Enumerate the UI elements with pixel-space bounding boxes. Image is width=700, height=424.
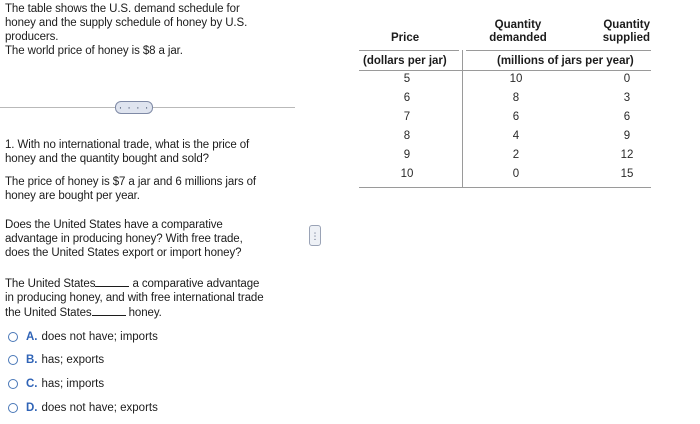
radio-button[interactable] <box>8 355 18 365</box>
answer-1 <box>5 175 295 203</box>
unit-price: (dollars per jar) <box>363 55 447 67</box>
cell-qd: 2 <box>512 149 520 161</box>
header-quantity-supplied <box>590 19 650 45</box>
statement-line <box>5 305 300 320</box>
cell-price: 9 <box>403 149 411 161</box>
cell-qd: 6 <box>512 111 520 123</box>
option-text: has; exports <box>41 354 105 366</box>
cell-price: 10 <box>400 168 414 180</box>
cell-qs: 3 <box>623 92 631 104</box>
cell-qd: 10 <box>509 73 523 85</box>
option-b[interactable] <box>8 352 104 368</box>
header-rule <box>466 50 651 51</box>
column-divider <box>462 50 463 188</box>
cell-qs: 9 <box>623 130 631 142</box>
cell-qd: 8 <box>512 92 520 104</box>
question-line: honey and the quantity bought and sold? <box>5 153 209 165</box>
statement-text: The United States <box>5 278 96 290</box>
cell-qs: 15 <box>620 168 634 180</box>
schedule-table <box>355 0 700 200</box>
radio-button[interactable] <box>8 379 18 389</box>
option-d[interactable] <box>8 400 158 416</box>
header-line: supplied <box>602 32 650 44</box>
option-letter: B. <box>26 354 38 366</box>
question-line: does the United States export or import honey? <box>5 247 242 259</box>
radio-button[interactable] <box>8 403 18 413</box>
header-line: demanded <box>489 32 547 44</box>
cell-price: 7 <box>403 111 411 123</box>
cell-qd: 4 <box>512 130 520 142</box>
cell-qs: 12 <box>620 149 634 161</box>
option-letter: C. <box>26 378 38 390</box>
statement-line: in producing honey, and with free international trade <box>5 292 264 304</box>
question-line: 1. With no international trade, what is the price of <box>5 139 250 151</box>
answer-line: The price of honey is $7 a jar and 6 millions jars of <box>5 176 257 188</box>
answer-blank <box>95 276 129 287</box>
header-line: Quantity <box>603 19 650 31</box>
option-letter: A. <box>26 331 38 343</box>
question-line: advantage in producing honey? With free trade, <box>5 233 243 245</box>
question-2 <box>5 218 295 260</box>
table-bottom-rule <box>359 187 651 188</box>
statement-text: a comparative advantage <box>132 278 260 290</box>
header-rule <box>359 50 459 51</box>
fill-in-statement <box>5 276 300 320</box>
cell-price: 5 <box>403 73 411 85</box>
question-1 <box>5 138 295 166</box>
question-line: Does the United States have a comparative <box>5 219 223 231</box>
option-text: does not have; exports <box>41 402 158 414</box>
answer-blank <box>92 305 126 316</box>
statement-line <box>5 276 300 291</box>
option-letter: D. <box>26 402 38 414</box>
expand-button[interactable]: · · · · <box>115 101 153 114</box>
cell-price: 6 <box>403 92 411 104</box>
unit-quantity: (millions of jars per year) <box>497 55 634 67</box>
cell-qs: 0 <box>623 73 631 85</box>
option-text: does not have; imports <box>41 331 158 343</box>
intro-line: honey and the supply schedule of honey by U.S. <box>5 17 248 29</box>
answer-line: honey are bought per year. <box>5 190 140 202</box>
unit-rule <box>359 70 651 71</box>
cell-price: 8 <box>403 130 411 142</box>
cell-qd: 0 <box>512 168 520 180</box>
intro-line: producers. <box>5 31 59 43</box>
option-c[interactable] <box>8 376 104 392</box>
option-text: has; imports <box>41 378 105 390</box>
problem-intro <box>5 2 295 58</box>
statement-text: the United States <box>5 307 92 319</box>
header-quantity-demanded <box>488 19 548 45</box>
intro-line: The world price of honey is $8 a jar. <box>5 45 183 57</box>
statement-text: honey. <box>128 307 162 319</box>
panel-resize-handle[interactable]: ⋮ <box>309 225 321 246</box>
header-price: Price <box>391 32 420 44</box>
intro-line: The table shows the U.S. demand schedule for <box>5 3 240 15</box>
header-line: Quantity <box>494 19 542 31</box>
option-a[interactable] <box>8 329 158 345</box>
radio-button[interactable] <box>8 332 18 342</box>
cell-qs: 6 <box>623 111 631 123</box>
